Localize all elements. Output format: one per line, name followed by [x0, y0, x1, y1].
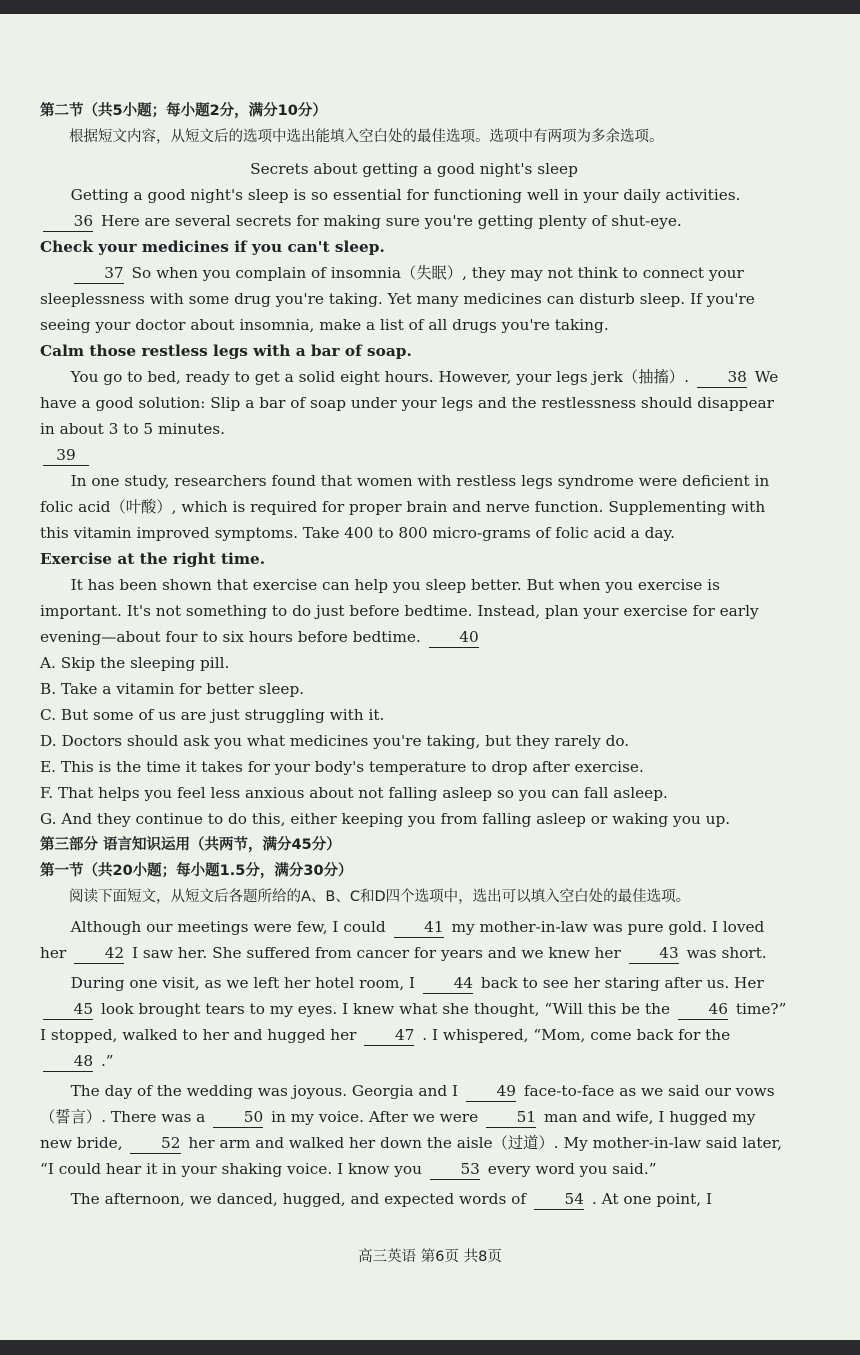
blank-43: 43	[629, 943, 679, 964]
blank-52: 52	[130, 1133, 180, 1154]
blank-46: 46	[678, 999, 728, 1020]
text: I saw her. She suffered from cancer for years and we knew her	[132, 944, 621, 962]
blank-47: 47	[364, 1025, 414, 1046]
paragraph-3	[40, 364, 788, 442]
cloze-paragraph-1	[40, 914, 788, 966]
blank-50: 50	[213, 1107, 263, 1128]
text: . At one point, I	[591, 1190, 713, 1208]
text: The afternoon, we danced, hugged, and expected words of	[70, 1190, 527, 1208]
part3-header: 第三部分 语言知识运用（共两节，满分45分）	[40, 837, 341, 853]
text: in my voice. After we were	[271, 1108, 479, 1126]
heading-3: Exercise at the right time.	[40, 550, 266, 568]
blank-48: 48	[43, 1051, 93, 1072]
blank-42: 42	[74, 943, 124, 964]
option-d: D. Doctors should ask you what medicines you're taking, but they rarely do.	[40, 732, 630, 750]
blank-36: 36	[43, 211, 93, 232]
blank-38: 38	[697, 367, 747, 388]
text: look brought tears to my eyes. I knew what she thought, “Will this be the	[100, 1000, 670, 1018]
text: . I whispered, “Mom, come back for the	[422, 1026, 731, 1044]
text: Although our meetings were few, I could	[70, 918, 386, 936]
blank-49: 49	[466, 1081, 516, 1102]
text: During one visit, as we left her hotel room, I	[70, 974, 416, 992]
blank-45: 45	[43, 999, 93, 1020]
text: was short.	[686, 944, 767, 962]
cloze-paragraph-4	[40, 1186, 788, 1212]
cloze-paragraph-3	[40, 1078, 788, 1182]
text: So when you complain of insomnia（失眠）, they may not think to connect your sleeplessness with some drug you're taking. Yet many medicines can disturb sleep. If you're seeing your doctor about insomnia, make a list of all drugs you're taking.	[40, 264, 755, 334]
option-e: E. This is the time it takes for your body's temperature to drop after exercise.	[40, 758, 644, 776]
paragraph-1	[40, 182, 788, 234]
blank-51: 51	[486, 1107, 536, 1128]
option-c: C. But some of us are just struggling with it.	[40, 706, 385, 724]
text: man and wife, I hugged my new bride,	[40, 1108, 756, 1152]
exam-page	[0, 14, 860, 1340]
text: Here are several secrets for making sure you're getting plenty of shut-eye.	[100, 212, 682, 230]
paragraph-4: In one study, researchers found that women with restless legs syndrome were deficient in folic acid（叶酸）, which is required for proper brain and nerve function. Supplementing with this vitamin improved symptoms. Take 400 to 800 micro-grams of folic acid a day.	[40, 472, 770, 542]
part3-instructions: 阅读下面短文，从短文后各题所给的A、B、C和D四个选项中，选出可以填入空白处的最佳选项。	[69, 889, 691, 905]
section-instructions: 根据短文内容，从短文后的选项中选出能填入空白处的最佳选项。选项中有两项为多余选项。	[69, 129, 664, 145]
paragraph-blank-39	[40, 442, 788, 468]
cloze-paragraph-2	[40, 970, 788, 1074]
blank-39: 39	[43, 445, 89, 466]
passage-title: Secrets about getting a good night's sleep	[250, 160, 578, 178]
option-a: A. Skip the sleeping pill.	[40, 654, 230, 672]
blank-40: 40	[429, 627, 479, 648]
blank-44: 44	[423, 973, 473, 994]
text: time?” I stopped, walked to her and hugged her	[40, 1000, 787, 1044]
blank-37: 37	[74, 263, 124, 284]
blank-53: 53	[430, 1159, 480, 1180]
text: face-to-face as we said our vows（誓言）. There was a	[40, 1082, 775, 1126]
page-footer: 高三英语 第6页 共8页	[358, 1249, 502, 1265]
option-b: B. Take a vitamin for better sleep.	[40, 680, 305, 698]
section-header: 第二节（共5小题；每小题2分，满分10分）	[40, 103, 327, 119]
blank-41: 41	[394, 917, 444, 938]
text: my mother-in-law was pure gold. I loved her	[40, 918, 765, 962]
option-f: F. That helps you feel less anxious about not falling asleep so you can fall asleep.	[40, 784, 668, 802]
text: You go to bed, ready to get a solid eight hours. However, your legs jerk（抽搐）.	[70, 368, 689, 386]
text: Getting a good night's sleep is so essential for functioning well in your daily activities.	[70, 186, 741, 204]
part3-sub-header: 第一节（共20小题；每小题1.5分，满分30分）	[40, 863, 353, 879]
text: .”	[100, 1052, 114, 1070]
text: back to see her staring after us. Her	[480, 974, 764, 992]
option-g: G. And they continue to do this, either keeping you from falling asleep or waking you up.	[40, 810, 731, 828]
blank-54: 54	[534, 1189, 584, 1210]
paragraph-5	[40, 572, 788, 650]
text: her arm and walked her down the aisle（过道）. My mother-in-law said later, “I could hear it in your shaking voice. I know you	[40, 1134, 783, 1178]
heading-1: Check your medicines if you can't sleep.	[40, 238, 385, 256]
text: We have a good solution: Slip a bar of soap under your legs and the restlessness should disappear in about 3 to 5 minutes.	[40, 368, 779, 438]
paragraph-2	[40, 260, 788, 338]
heading-2: Calm those restless legs with a bar of soap.	[40, 342, 412, 360]
text: It has been shown that exercise can help you sleep better. But when you exercise is important. It's not something to do just before bedtime. Instead, plan your exercise for early evening—about four to six hours before bedtime.	[40, 576, 759, 646]
text: every word you said.”	[487, 1160, 657, 1178]
text: The day of the wedding was joyous. Georgia and I	[70, 1082, 459, 1100]
